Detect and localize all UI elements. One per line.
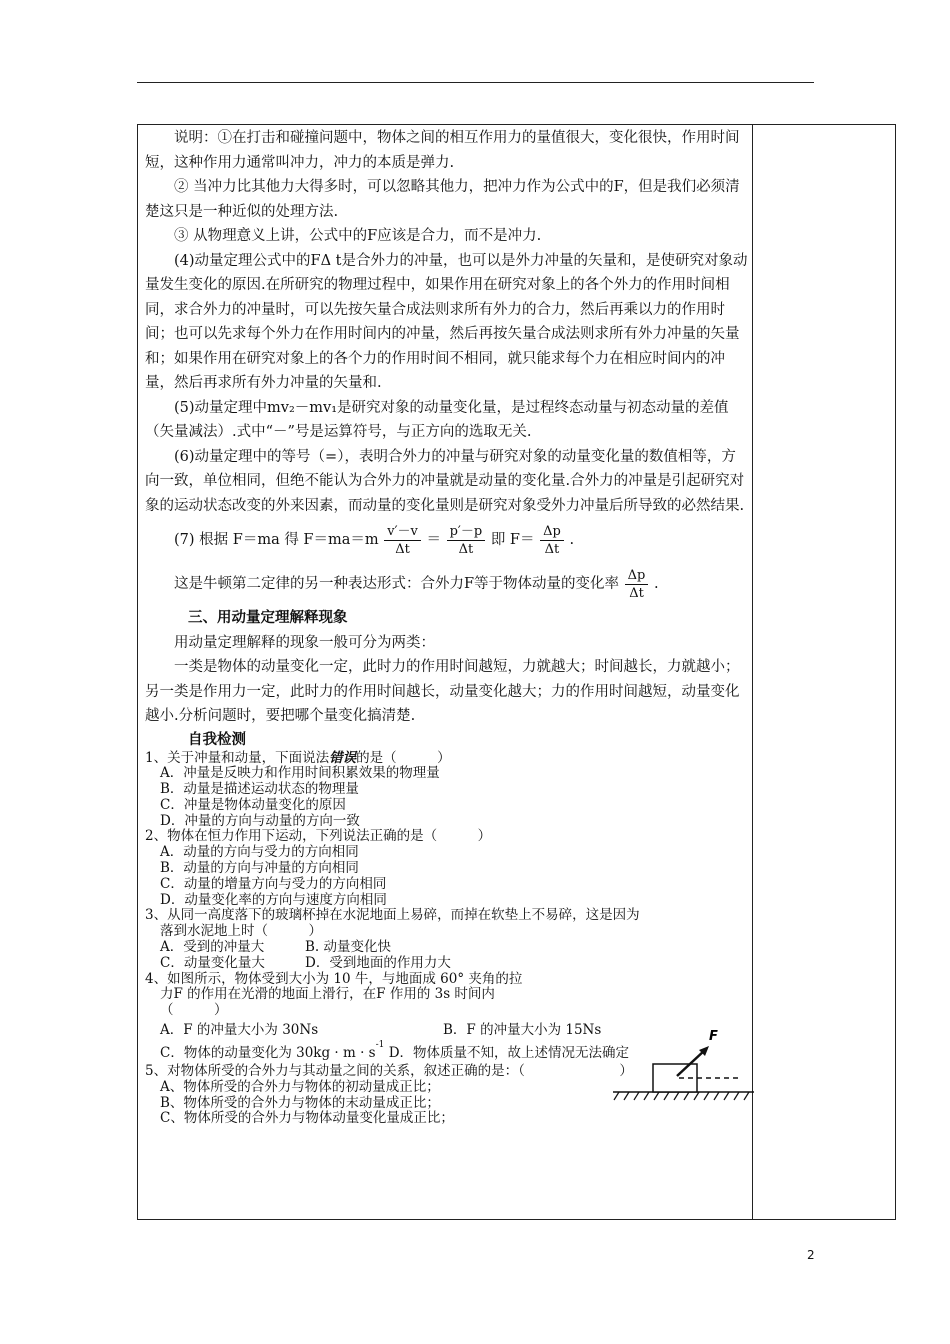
newton-text: 这是牛顿第二定律的另一种表达形式：合外力F等于物体动量的变化率 bbox=[174, 576, 620, 592]
q1-option-d: D．冲量的方向与动量的方向一致 bbox=[160, 812, 360, 829]
frac-momentum-den: Δt bbox=[458, 541, 474, 557]
q3-option-b: B. 动量变化快 bbox=[305, 939, 392, 956]
q3-option-a: A．受到的冲量大 bbox=[160, 939, 265, 956]
item-7-eq: ＝ bbox=[426, 532, 441, 548]
q4-option-b: B．F 的冲量大小为 15Ns bbox=[443, 1022, 602, 1039]
item-7-ji: 即 F＝ bbox=[490, 532, 535, 548]
fraction-momentum bbox=[447, 523, 486, 558]
q1-option-a: A．冲量是反映力和作用时间积累效果的物理量 bbox=[160, 765, 440, 782]
q3-stem-cont: 落到水泥地上时（ ） bbox=[160, 923, 322, 940]
q5-option-b: B、物体所受的合外力与物体的末动量成正比； bbox=[160, 1094, 440, 1111]
q4-option-c-exponent: -1 bbox=[375, 1040, 385, 1051]
q3-stem: 3、从同一高度落下的玻璃杯掉在水泥地面上易碎，而掉在软垫上不易碎，这是因为 bbox=[145, 907, 640, 924]
frac-velocity-num: v′－v bbox=[384, 523, 421, 541]
q4-option-c: C．物体的动量变化为 30kg · m · s bbox=[160, 1045, 376, 1062]
item-6: (6)动量定理中的等号（=），表明合外力的冲量与研究对象的动量变化量的数值相等，方向一致，单位相同，但绝不能认为合外力的冲量就是动量的变化量.合外力的冲量是引起研究对象的运动状态改变的外来因素，而动量的变化量则是研究对象受外力冲量后所导致的必然结果. bbox=[145, 448, 745, 514]
force-block-diagram bbox=[611, 1030, 756, 1110]
frac-dp-den: Δt bbox=[544, 541, 560, 557]
q5-stem: 5、对物体所受的合外力与其动量之间的关系，叙述正确的是：（ ） bbox=[145, 1063, 633, 1080]
page-number: 2 bbox=[807, 1248, 815, 1262]
q5-option-c: C、物体所受的合外力与物体动量变化量成正比； bbox=[160, 1110, 454, 1127]
ground-hatch bbox=[614, 1092, 749, 1100]
fraction-rate bbox=[625, 567, 649, 602]
q2-option-c: C．动量的增量方向与受力的方向相同 bbox=[160, 875, 387, 892]
newton-end: . bbox=[654, 576, 659, 592]
q3-options-cd bbox=[145, 956, 748, 972]
q1-stem bbox=[145, 751, 748, 767]
frac-momentum-num: p′－p bbox=[447, 523, 486, 541]
note-2: ② 当冲力比其他力大得多时，可以忽略其他力，把冲力作为公式中的F，但是我们必须清楚这只是一种近似的处理方法. bbox=[145, 179, 740, 220]
q4-stem-cont: 力F 的作用在光滑的地面上滑行，在F 作用的 3s 时间内 bbox=[160, 986, 495, 1003]
q1-stem-a: 1、关于冲量和动量，下面说法 bbox=[145, 749, 330, 766]
q1-stem-emphasis: 错误 bbox=[329, 749, 357, 766]
newton-line bbox=[145, 562, 748, 606]
section-3-title: 三、用动量定理解释现象 bbox=[188, 610, 348, 626]
frac-velocity-den: Δt bbox=[395, 541, 410, 557]
item-7-formula bbox=[145, 518, 748, 562]
item-7-end: . bbox=[569, 532, 575, 548]
note-1: 说明：①在打击和碰撞问题中，物体之间的相互作用力的量值很大，变化很快，作用时间短，这种作用力通常叫冲力，冲力的本质是弹力. bbox=[145, 130, 740, 171]
header-rule bbox=[137, 82, 814, 83]
q2-option-a: A．动量的方向与受力的方向相同 bbox=[160, 844, 359, 861]
q2-option-d: D．动量变化率的方向与速度方向相同 bbox=[160, 891, 387, 908]
q1-option-b: B．动量是描述运动状态的物理量 bbox=[160, 781, 359, 798]
q1-stem-c: 的是（ ） bbox=[356, 749, 451, 766]
q1-option-c: C．冲量是物体动量变化的原因 bbox=[160, 796, 346, 813]
self-test-title: 自我检测 bbox=[188, 731, 246, 748]
q2-stem: 2、物体在恒力作用下运动，下列说法正确的是（ ） bbox=[145, 828, 492, 845]
q4-option-a: A．F 的冲量大小为 30Ns bbox=[160, 1022, 319, 1039]
q5-option-a: A、物体所受的合外力与物体的初动量成正比； bbox=[160, 1078, 440, 1095]
section-3-p1: 用动量定理解释的现象一般可分为两类： bbox=[174, 634, 435, 651]
force-label: F bbox=[709, 1030, 718, 1044]
frac-rate-num: Δp bbox=[625, 567, 649, 585]
q4-stem: 4、如图所示，物体受到大小为 10 牛，与地面成 60° 夹角的拉 bbox=[145, 970, 523, 987]
frac-rate-den: Δt bbox=[629, 585, 644, 601]
section-3-p2: 一类是物体的动量变化一定，此时力的作用时间越短，力就越大；时间越长，力就越小；另一类是作用力一定，此时力的作用时间越长，动量变化越大；力的作用时间越短，动量变化越小.分析问题时，要把哪个量变化搞清楚. bbox=[145, 659, 740, 724]
fraction-velocity bbox=[384, 523, 421, 558]
item-5: (5)动量定理中mv₂－mv₁是研究对象的动量变化量，是过程终态动量与初态动量的差值（矢量减法）.式中“－”号是运算符号，与正方向的选取无关. bbox=[145, 399, 729, 440]
q4-option-d: D．物体质量不知，故上述情况无法确定 bbox=[388, 1045, 630, 1062]
item-4: (4)动量定理公式中的FΔ t是合外力的冲量，也可以是外力冲量的矢量和，是使研究对象动量发生变化的原因.在所研究的物理过程中，如果作用在研究对象上的各个外力的作用时间相同，求合外力的冲量时，可以先按矢量合成法则求所有外力的合力，然后再乘以力的作用时间；也可以先求每个外力在作用时间内的冲量，然后再按矢量合成法则求所有外力冲量的矢量和；如果作用在研究对象上的各个力的作用时间不相同，就只能求每个力在相应时间内的冲量，然后再求所有外力冲量的矢量和. bbox=[145, 252, 748, 391]
q3-options-ab bbox=[145, 940, 748, 956]
q2-option-b: B．动量的方向与冲量的方向相同 bbox=[160, 860, 359, 877]
q3-option-c: C．动量变化量大 bbox=[160, 954, 265, 971]
frac-dp-num: Δp bbox=[540, 523, 564, 541]
q4-stem-paren: （ ） bbox=[160, 1002, 228, 1019]
q3-option-d: D．受到地面的作用力大 bbox=[305, 954, 451, 971]
main-cell bbox=[145, 126, 748, 1127]
note-3: ③ 从物理意义上讲，公式中的F应该是合力，而不是冲力. bbox=[174, 228, 542, 244]
fraction-dp-dt bbox=[540, 523, 564, 558]
item-7-prefix: (7) 根据 F＝ma 得 F＝ma＝m bbox=[174, 532, 379, 548]
